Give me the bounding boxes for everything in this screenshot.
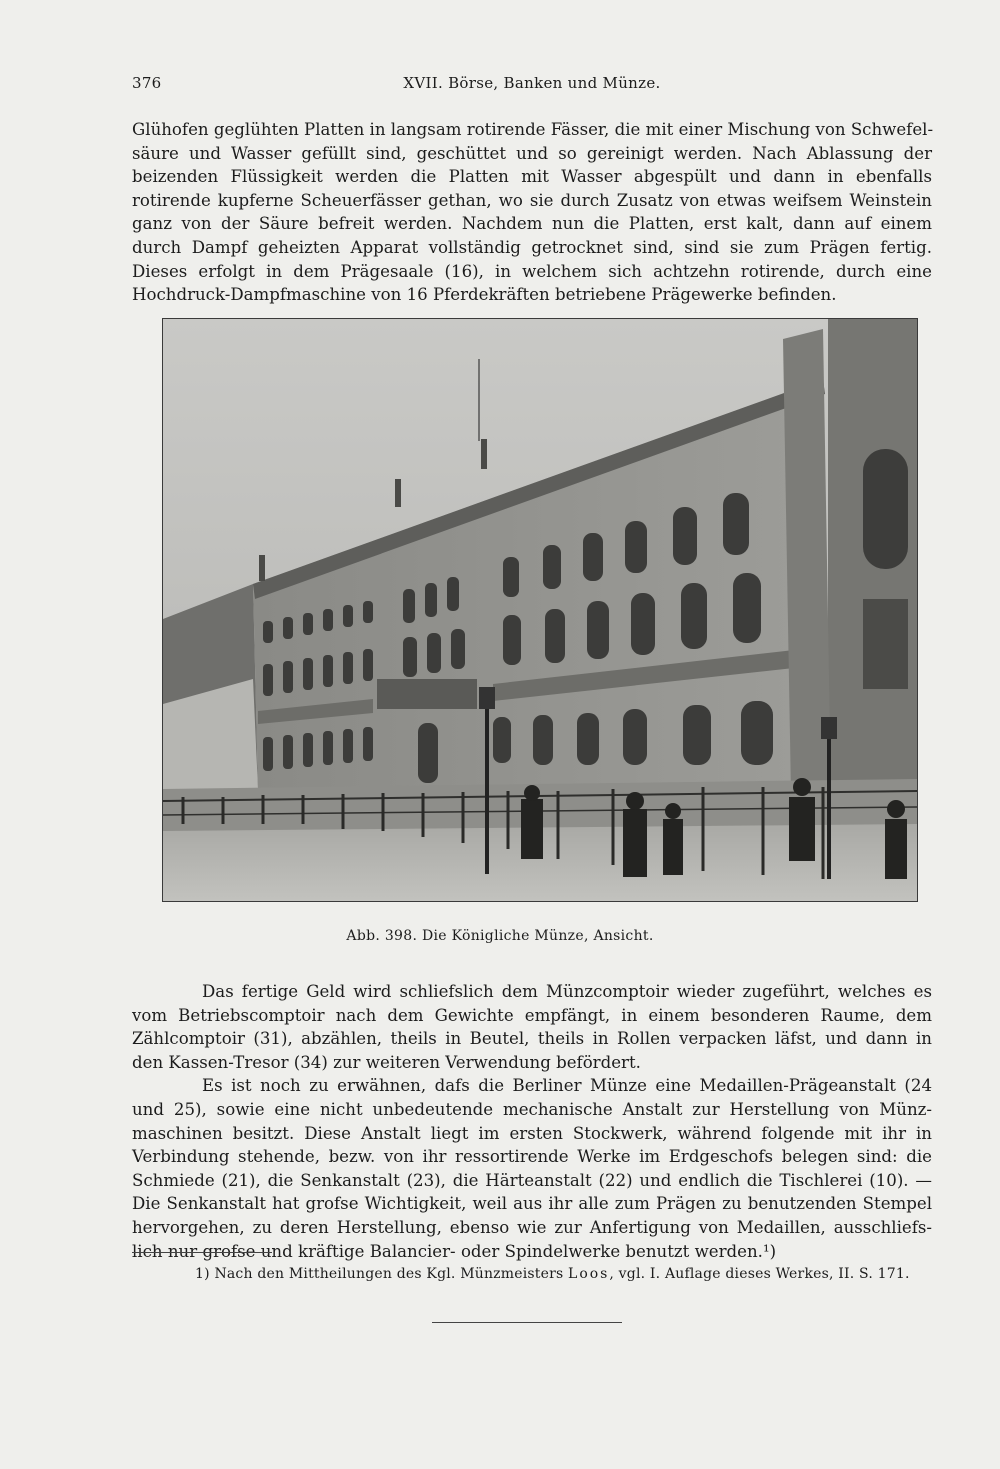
running-head: XVII. Börse, Banken und Münze. xyxy=(403,74,661,92)
text-line: Dieses erfolgt in dem Prägesaale (16), in welchem sich achtzehn rotirende, durch eine xyxy=(132,261,932,281)
footnote-text: Nach den Mittheilungen des Kgl. Münzmeisters xyxy=(214,1266,564,1282)
text-line: durch Dampf geheizten Apparat vollständig getrocknet sind, sind sie zum Prägen fertig. xyxy=(132,237,932,257)
text-line: maschinen besitzt. Diese Anstalt liegt im ersten Stockwerk, während folgende mit ihr in xyxy=(132,1123,932,1143)
footnote-text-end: , vgl. I. Auflage dieses Werkes, II. S. 171. xyxy=(609,1266,910,1282)
photo-illustration xyxy=(163,319,917,901)
text-line: Die Senkanstalt hat grofse Wichtigkeit, weil aus ihr alle zum Prägen zu benutzenden Stempel xyxy=(132,1194,932,1214)
page-number: 376 xyxy=(132,74,162,92)
paragraph-2 xyxy=(132,980,932,1263)
text-line: Zählcomptoir (31), abzählen, theils in Beutel, theils in Rollen verpacken läfst, und dann in xyxy=(132,1029,932,1049)
figure-caption: Abb. 398. Die Königliche Münze, Ansicht. xyxy=(346,928,654,944)
text-line: vom Betriebscomptoir nach dem Gewichte empfängt, in einem besonderen Raume, dem xyxy=(132,1005,932,1025)
text-line: Schmiede (21), die Senkanstalt (23), die Härteanstalt (22) und endlich die Tischlerei (10). — xyxy=(132,1170,932,1190)
text-line: und 25), sowie eine nicht unbedeutende mechanische Anstalt zur Herstellung von Münz- xyxy=(132,1099,932,1119)
page-header xyxy=(132,74,932,98)
text-line: Das fertige Geld wird schliefslich dem Münzcomptoir wieder zugeführt, welches es xyxy=(202,982,932,1001)
text-line: Verbindung stehende, bezw. von ihr ressortirende Werke im Erdgeschofs belegen sind: die xyxy=(132,1147,932,1167)
text-line: Hochdruck-Dampfmaschine von 16 Pferdekräften betriebene Prägewerke befinden. xyxy=(132,285,837,305)
building-photograph xyxy=(162,318,918,902)
footnote-marker: 1) xyxy=(195,1266,210,1282)
text-line: lich nur grofse und kräftige Balancier- oder Spindelwerke benutzt werden.¹) xyxy=(132,1241,777,1261)
end-divider xyxy=(432,1322,622,1323)
text-line: Es ist noch zu erwähnen, dafs die Berliner Münze eine Medaillen-Prägeanstalt (24 xyxy=(202,1076,932,1096)
paragraph-1 xyxy=(132,118,932,307)
footnote-divider xyxy=(132,1252,272,1253)
text-line: den Kassen-Tresor (34) zur weiteren Verwendung befördert. xyxy=(132,1052,641,1072)
footnote xyxy=(195,1266,955,1282)
text-line: rotirende kupferne Scheuerfässer gethan, wo sie durch Zusatz von etwas weifsem Weinstein xyxy=(132,190,932,210)
text-line: ganz von der Säure befreit werden. Nachdem nun die Platten, erst kalt, dann auf einem xyxy=(132,214,932,234)
footnote-name: Loos xyxy=(568,1266,610,1282)
text-line: Glühofen geglühten Platten in langsam rotirende Fässer, die mit einer Mischung von Schwefel- xyxy=(132,120,934,139)
text-line: hervorgehen, zu deren Herstellung, ebenso wie zur Anfertigung von Medaillen, ausschliefs- xyxy=(132,1217,932,1237)
text-line: beizenden Flüssigkeit werden die Platten mit Wasser abgespült und dann in ebenfalls xyxy=(132,167,932,187)
text-line: säure und Wasser gefüllt sind, geschüttet und so gereinigt werden. Nach Ablassung der xyxy=(132,143,932,163)
